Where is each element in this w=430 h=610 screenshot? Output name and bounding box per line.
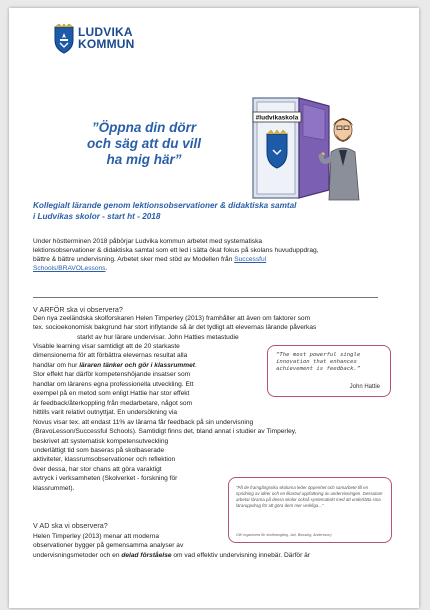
ludvika-kommun-logo xyxy=(53,24,153,64)
logo-line-2: KOMMUN xyxy=(78,37,135,51)
research-quote-box xyxy=(228,477,392,543)
emphasis-shared-understanding: delad förståelse xyxy=(121,552,172,559)
logo-line-1: LUDVIKA xyxy=(78,25,133,39)
door-shield-icon xyxy=(267,134,287,168)
document-title: Kollegialt lärande genom lektionsobservationer & didaktiska samtal i Ludvikas skolor - start ht - 2018 xyxy=(33,201,297,221)
emphasis-teacher-thinks: läraren tänker och gör i klassrummet xyxy=(79,361,195,369)
section2-paragraph: Helen Timperley (2013) menar att moderna observationer bygger på gemensamma analyser av xyxy=(33,533,184,550)
section-heading-what: V AD ska vi observera? xyxy=(33,521,108,530)
coat-of-arms-icon xyxy=(53,24,75,54)
hattie-quote-author: John Hattie xyxy=(349,384,380,390)
door-sign-text: #ludvikaskola xyxy=(255,114,299,122)
section2-paragraph-full: undervisningsmetoder och en delad förståelse om vad effektiv undervisning innebär. Därför är xyxy=(33,552,310,559)
section1-narrow-paragraph: Visable learning visar samtidigt att de 20 starkaste dimensionerna för att förbättra elevernas resultat alla handlar om hur läraren tänker och gör i klassrummet. Stor effekt har därför kompetenshöjande insatser som handlar om lärarens egna professionella utveckling. Ett exempel på en metod som enligt Hattie har stor effekt är feedback/återkoppling från medarbetare, något som hittills varit relativt outnyttjat. En undersökning via xyxy=(33,343,197,417)
hattie-quote-text: “The most powerful single innovation that enhances achievement is feedback.” xyxy=(276,352,361,372)
section1-full-paragraph-2: Novus visar tex. att endast 11% av lärarna får feedback på sin undervisning (BravoLesson/Successful Schools). Samtidigt finns det, bland annat i studier av Timperley, beskrivet att systematisk kompetensutveckling xyxy=(33,419,297,445)
document-page xyxy=(9,8,419,608)
teacher-at-door-illustration xyxy=(237,96,367,206)
successful-schools-link[interactable]: Successful xyxy=(234,256,267,263)
hattie-quote-box xyxy=(267,345,391,397)
intro-paragraph: Under höstterminen 2018 påbörjar Ludvika kommun arbetet med systematiska lektionsobservationer & didaktiska samtal som ett led i sätta ökat fokus på skolans huvuduppdrag, bättre & bättre undervisning. Arbetet sker med stöd av Modellen från Successful Schools/BRAVOLessons. xyxy=(33,238,319,272)
bravolessons-link[interactable]: Schools/BRAVOLessons xyxy=(33,265,106,272)
section-divider xyxy=(33,297,378,298)
section-heading-why: V ARFÖR ska vi observera? xyxy=(33,305,123,314)
section1-full-paragraph: Den nya zeeländska skolforskaren Helen Timperley (2013) framhåller att även om faktorer som tex. socioekonomisk bakgrund har stort inflytande så är det tydligt att elevernas lärande påverkas starkt av hur lärare undervisar. John Hatties metastudie xyxy=(33,315,317,341)
banner-quote: ”Öppna din dörr och säg att du vill ha mig här” xyxy=(86,120,202,167)
section1-narrow-paragraph-2: underlättigt tid som baseras på skolbaserade aktiviteter, klassrumsobservationer och reflektion över dessa, har stor chans att göra varaktigt avtryck i verksamheten (Skolverket - forskning för klassrummet). xyxy=(33,447,178,492)
research-quote-source: OW organisera för skolframgång, Jarl, Blossing, Andersson) xyxy=(236,533,332,537)
research-quote-text: ”På de framgångsrika skolorna leder öppenhet och samarbete till en spridning av idéer och en likartad uppfattning av undervisningen. Dessutom arbetar lärarna på dessa skolor också systematiskt med att underlätta sina läraruppdrag för att göra dem mer verkliga...” xyxy=(236,485,383,508)
